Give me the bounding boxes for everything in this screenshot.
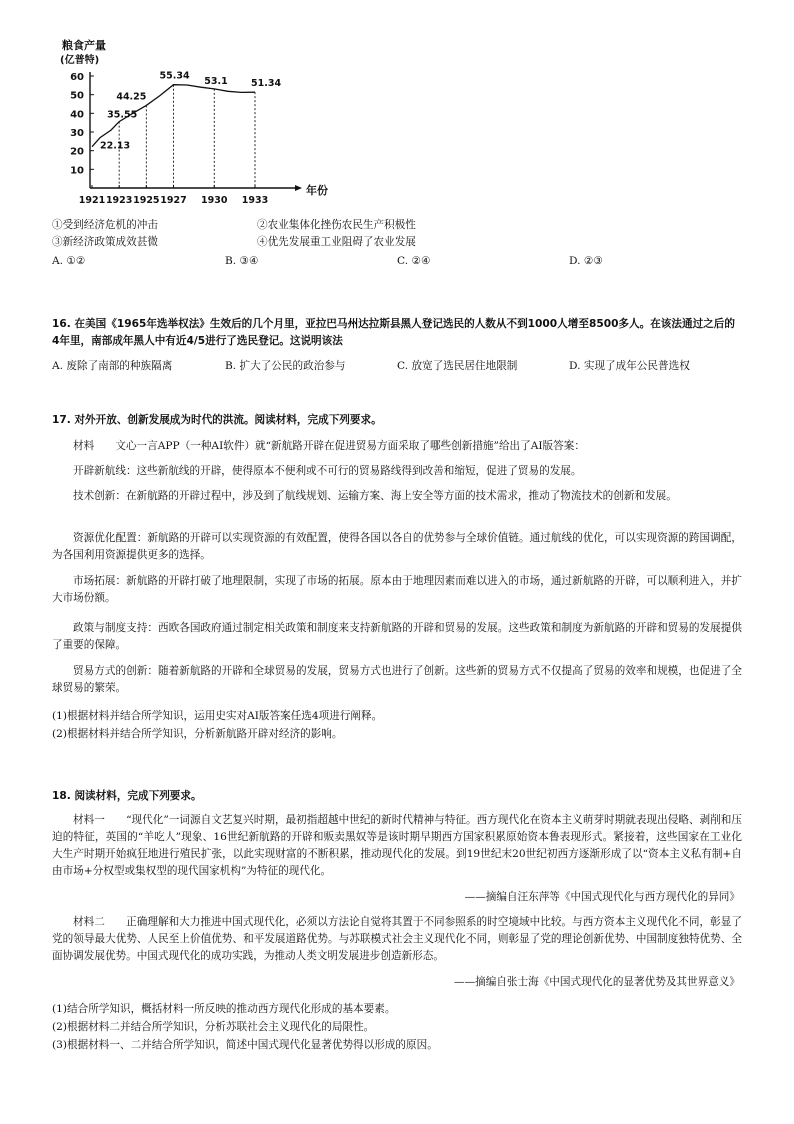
q17-paragraph-6: 贸易方式的创新：随着新航路的开辟和全球贸易的发展，贸易方式也进行了创新。这些新的贸易方式不仅提高了贸易的效率和规模，也促进了全球贸易的繁荣。 — [52, 665, 742, 694]
q16-choice-d: D. 实现了成年公民普选权 — [569, 360, 690, 372]
data-label: 44.25 — [116, 91, 147, 103]
y-tick-label: 50 — [70, 90, 84, 102]
q16-stem: 16. 在美国《1965年选举权法》生效后的几个月里，亚拉巴马州达拉斯县黑人登记选民的人数从不到1000人增至8500多人。在该法通过之后的4年里，南部成年黑人中有近4/5进行了选民登记。这说明该法 — [52, 318, 735, 347]
q18-material-1: 材料一 “现代化”一词源自文艺复兴时期，最初指超越中世纪的新时代精神与特征。西方现代化在资本主义萌芽时期就表现出侵略、剥削和压迫的特征，英国的“羊吃人”现象、16世纪新航路的开辟和贩卖黑奴等是该时期早期西方国家积累原始资本鲁表现形式。紧接着，这些国家在工业化大生产时期开始疯狂地进行殖民扩张，以此实现财富的不断积累，推动现代化的发展。到19世纪末20世纪初西方逐渐形成了以“资本主义私有制+自由市场+分权型或集权型的现代国家机构”为特征的现代化。 — [52, 814, 742, 877]
q17-paragraph-2: 技术创新：在新航路的开辟过程中，涉及到了航线规划、运输方案、海上安全等方面的技术需求，推动了物流技术的创新和发展。 — [73, 490, 677, 502]
q16-choice-c: C. 放宽了选民居住地限制 — [397, 360, 518, 372]
q17-requirement-1: (1)根据材料并结合所学知识，运用史实对AI版答案任选4项进行阐释。 — [52, 710, 383, 722]
chart-axes — [90, 72, 302, 191]
q18-requirement-1: (1)结合所学知识，概括材料一所反映的推动西方现代化形成的基本要素。 — [52, 1003, 396, 1015]
q17-stem: 17. 对外开放、创新发展成为时代的洪流。阅读材料，完成下列要求。 — [52, 414, 382, 426]
grain-output-chart — [50, 36, 350, 212]
q17-material: 材料 文心一言APP（一种AI软件）就“新航路开辟在促进贸易方面采取了哪些创新措施”给出了AI版答案： — [73, 440, 585, 452]
x-tick-label: 1923 — [105, 195, 133, 206]
q17-paragraph-3: 资源优化配置：新航路的开辟可以实现资源的有效配置，使得各国以各自的优势参与全球价值链。通过航线的优化，可以实现资源的跨国调配，为各国利用资源提供更多的选择。 — [52, 532, 742, 561]
q17-paragraph-4: 市场拓展：新航路的开辟打破了地理限制，实现了市场的拓展。原本由于地理因素而难以进入的市场，通过新航路的开辟，可以顺利进入，并扩大市场份额。 — [52, 575, 742, 604]
q18-material-2: 材料二 正确理解和大力推进中国式现代化，必须以方法论自觉将其置于不同参照系的时空境域中比较。与西方资本主义现代化不同，彰显了党的领导最大优势、人民至上价值优势、和平发展道路优势。与苏联模式社会主义现代化不同，则彰显了党的理论创新优势、中国制度独特优势、全面协调发展优势。中国式现代化的成功实践，为推动人类文明发展进步创造新形态。 — [52, 916, 742, 962]
q18-stem: 18. 阅读材料，完成下列要求。 — [52, 790, 202, 802]
chart-ylabel-line2: (亿普特) — [60, 55, 100, 66]
q17-paragraph-5: 政策与制度支持：西欧各国政府通过制定相关政策和制度来支持新航路的开辟和贸易的发展。这些政策和制度为新航路的开辟和贸易的发展提供了重要的保障。 — [52, 622, 742, 651]
chart-ylabel-line1: 粮食产量 — [62, 39, 106, 52]
data-label: 55.34 — [159, 70, 190, 82]
chart-data-labels — [100, 71, 281, 152]
chart-xlabel: 年份 — [306, 184, 328, 197]
x-tick-label: 1927 — [160, 195, 187, 206]
q15-choice-d: D. ②③ — [569, 255, 603, 267]
x-axis-arrow — [295, 185, 302, 191]
data-label: 51.34 — [251, 78, 282, 90]
q18-requirement-2: (2)根据材料二并结合所学知识，分析苏联社会主义现代化的局限性。 — [52, 1021, 375, 1033]
q15-choice-b: B. ③④ — [225, 255, 259, 267]
q16-choice-a: A. 废除了南部的种族隔离 — [52, 360, 173, 372]
y-tick-label: 40 — [70, 109, 84, 121]
data-label: 22.13 — [100, 140, 131, 152]
q15-opt4: ④优先发展重工业阻碍了农业发展 — [257, 236, 416, 248]
data-label: 53.1 — [204, 75, 228, 87]
q15-opt1: ①受到经济危机的冲击 — [52, 219, 158, 231]
y-tick-label: 20 — [70, 146, 84, 158]
y-tick-label: 10 — [70, 165, 84, 177]
q17-paragraph-1: 开辟新航线：这些新航线的开辟，使得原本不便利或不可行的贸易路线得到改善和缩短，促进了贸易的发展。 — [73, 465, 582, 477]
x-tick-label: 1925 — [133, 195, 160, 206]
y-tick-label: 30 — [70, 128, 84, 139]
x-tick-label: 1933 — [241, 195, 269, 206]
q18-requirement-3: (3)根据材料一、二并结合所学知识，简述中国式现代化显著优势得以形成的原因。 — [52, 1039, 438, 1051]
q17-requirement-2: (2)根据材料并结合所学知识，分析新航路开辟对经济的影响。 — [52, 728, 343, 740]
data-label: 35.55 — [107, 109, 138, 121]
q15-choice-c: C. ②④ — [397, 255, 431, 267]
q18-source-2: ——摘编自张士海《中国式现代化的显著优势及其世界意义》 — [453, 976, 740, 988]
x-tick-label: 1921 — [78, 195, 106, 206]
chart-svg — [50, 36, 350, 212]
q15-choice-a: A. ①② — [52, 255, 86, 267]
y-tick-label: 60 — [70, 72, 84, 83]
x-tick-label: 1930 — [201, 195, 228, 206]
q15-opt3: ③新经济政策成效甚微 — [52, 236, 158, 248]
q16-choice-b: B. 扩大了公民的政治参与 — [225, 360, 346, 372]
q18-source-1: ——摘编自汪东萍等《中国式现代化与西方现代化的异同》 — [464, 891, 740, 903]
q15-opt2: ②农业集体化挫伤农民生产积极性 — [257, 219, 416, 231]
